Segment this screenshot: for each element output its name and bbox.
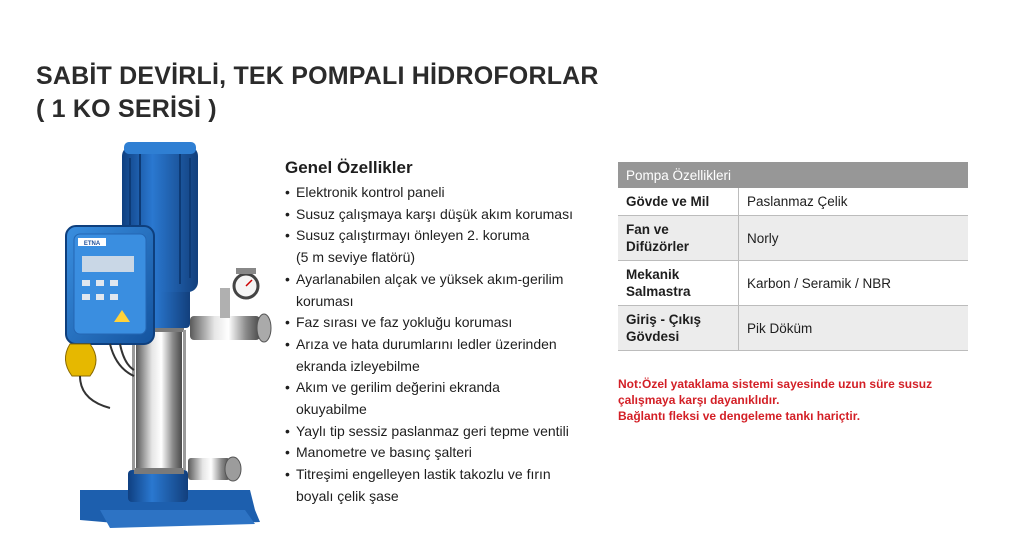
list-item: • Manometre ve basınç şalteri: [285, 442, 615, 464]
product-image: [50, 138, 290, 530]
water-pump-illustration-icon: [50, 138, 290, 530]
list-item: • Akım ve gerilim değerini ekranda okuyabilme: [285, 377, 615, 420]
note-line-3: Bağlantı fleksi ve dengeleme tankı hariçtir.: [618, 409, 861, 423]
spec-value: Paslanmaz Çelik: [739, 188, 969, 216]
table-row: [618, 216, 968, 261]
note-line-1: Not:Özel yataklama sistemi sayesinde uzun süre susuz: [618, 377, 933, 391]
list-item: • Elektronik kontrol paneli: [285, 182, 615, 204]
features-list: [285, 182, 615, 508]
spec-key: Giriş - Çıkış Gövdesi: [618, 306, 739, 351]
table-row: [618, 306, 968, 351]
spec-value: Pik Döküm: [739, 306, 969, 351]
general-features-section: [285, 158, 615, 508]
panel-brand-label: ETNA: [83, 241, 101, 247]
spec-key: Mekanik Salmastra: [618, 261, 739, 306]
pump-specs-header: Pompa Özellikleri: [618, 162, 968, 188]
note-line-2: çalışmaya karşı dayanıklıdır.: [618, 393, 780, 407]
page-title: [36, 60, 599, 126]
table-row: [618, 261, 968, 306]
list-item: • Yaylı tip sessiz paslanmaz geri tepme ventili: [285, 421, 615, 443]
warning-note: [618, 376, 988, 424]
table-row: [618, 188, 968, 216]
page-title-line-2: ( 1 KO SERİSİ ): [36, 95, 217, 123]
list-item: • Susuz çalıştırmayı önleyen 2. koruma (5 m seviye flatörü): [285, 225, 615, 268]
pump-specs-table: [618, 162, 968, 351]
general-features-heading: Genel Özellikler: [285, 158, 413, 177]
list-item: • Arıza ve hata durumlarını ledler üzerinden ekranda izleyebilme: [285, 334, 615, 377]
spec-key: Gövde ve Mil: [618, 188, 739, 216]
list-item: • Faz sırası ve faz yokluğu koruması: [285, 312, 615, 334]
list-item: • Titreşimi engelleyen lastik takozlu ve fırın boyalı çelik şase: [285, 464, 615, 507]
spec-value: Norly: [739, 216, 969, 261]
spec-key: Fan ve Difüzörler: [618, 216, 739, 261]
list-item: • Ayarlanabilen alçak ve yüksek akım-gerilim koruması: [285, 269, 615, 312]
spec-value: Karbon / Seramik / NBR: [739, 261, 969, 306]
list-item: • Susuz çalışmaya karşı düşük akım koruması: [285, 204, 615, 226]
page-title-line-1: SABİT DEVİRLİ, TEK POMPALI HİDROFORLAR: [36, 62, 599, 90]
